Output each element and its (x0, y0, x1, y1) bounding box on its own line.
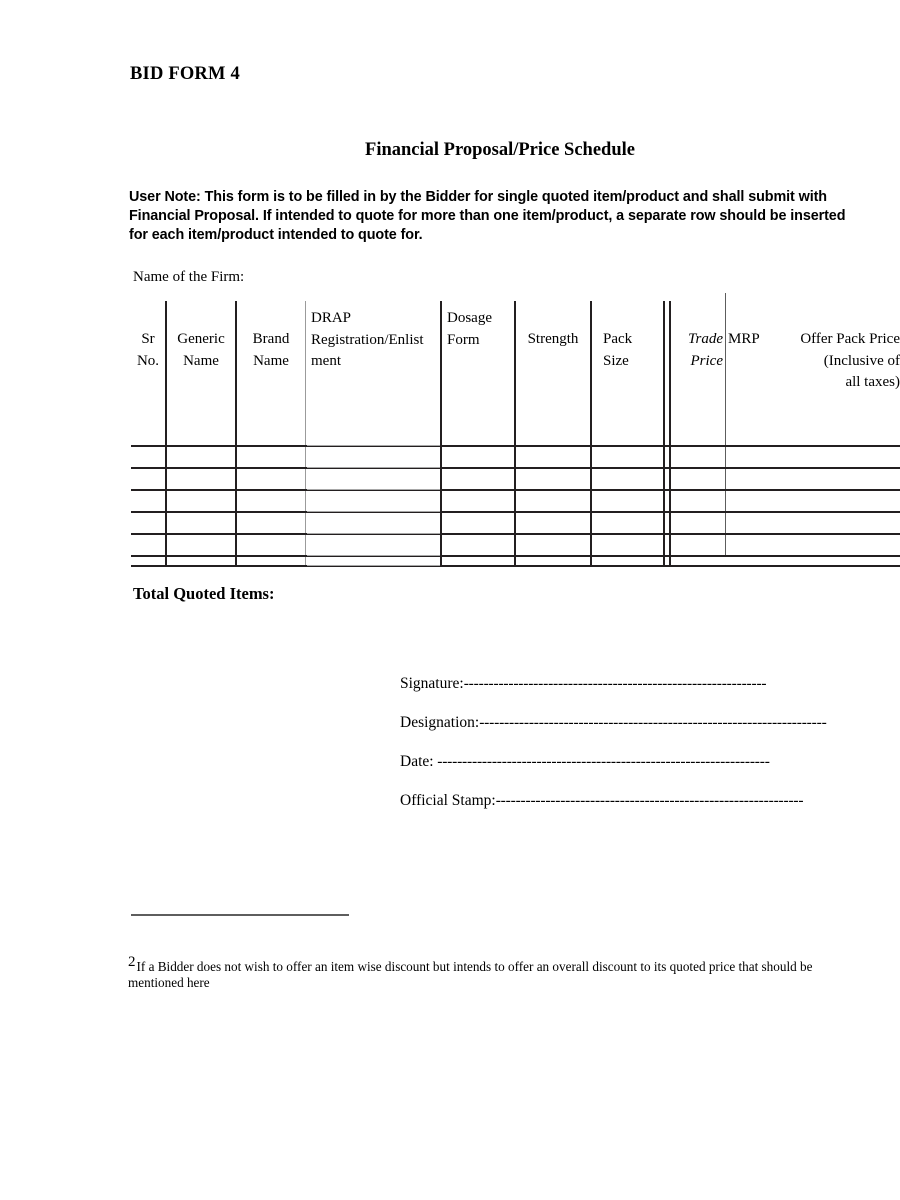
table-header-generic-name-line2: Name (183, 352, 219, 369)
signature-block (400, 675, 880, 831)
designation-fill-line[interactable]: ---------------------------------------------------------------------- (479, 714, 827, 731)
designation-row (400, 714, 880, 753)
table-col-divider-3 (305, 301, 306, 565)
table-header-dosage-form-line2: Form (447, 331, 480, 348)
table-header-drap (311, 308, 443, 373)
table-header-offer-price-line2: (Inclusive of (823, 352, 900, 369)
table-header-drap-line3: ment (311, 353, 341, 369)
date-label: Date: (400, 753, 434, 770)
table-header-generic-name-line1: Generic (177, 331, 225, 347)
table-row-rule-5 (131, 555, 900, 557)
table-row-rule-5-light (307, 555, 440, 556)
table-header-sr-no (131, 329, 165, 372)
table-header-dosage-form (447, 308, 517, 351)
footnote (128, 955, 828, 990)
table-header-sr-no-line2: No. (136, 352, 160, 369)
table-row-rule-3-light (307, 511, 440, 512)
table-col-divider-6 (590, 301, 592, 565)
table-header-mrp-label: MRP (728, 331, 760, 347)
user-note: User Note: This form is to be filled in by the Bidder for single quoted item/product and shall submit with Financial Proposal. If intended to quote for more than one item/product, a separate row should be inserted for each item/product intended to quote for. (129, 189, 846, 243)
table-header-brand-name (237, 329, 305, 372)
table-header-bottom-rule-light (307, 445, 440, 446)
signature-row (400, 675, 880, 714)
table-header-dosage-form-line1: Dosage (447, 310, 492, 326)
table-row-rule-1 (131, 467, 900, 469)
table-header-pack-size-line2: Size (603, 352, 629, 369)
official-stamp-row (400, 792, 880, 831)
footnote-separator-rule (131, 914, 349, 916)
table-bottom-rule-light (307, 565, 440, 566)
official-stamp-label: Official Stamp: (400, 792, 496, 809)
designation-label: Designation: (400, 714, 480, 731)
table-header-strength-label: Strength (527, 331, 579, 347)
table-row-rule-4-light (307, 533, 440, 534)
table-header-pack-size-line1: Pack (603, 331, 633, 347)
table-header-brand-name-line2: Name (253, 352, 289, 369)
footnote-marker: 2 (128, 954, 136, 970)
table-header-pack-size (603, 329, 665, 372)
official-stamp-fill-line[interactable]: -------------------------------------------------------------- (495, 792, 804, 809)
table-header-offer-pack-price (770, 329, 900, 394)
footnote-text: If a Bidder does not wish to offer an item wise discount but intends to offer an overall discount to its quoted price that should be mentioned here (128, 959, 813, 990)
table-row-rule-2-light (307, 489, 440, 490)
table-header-brand-name-line1: Brand (252, 331, 290, 347)
table-header-mrp (728, 329, 770, 351)
table-header-sr-no-line1: Sr (141, 331, 155, 347)
table-header-trade-price (671, 329, 723, 372)
table-header-strength (516, 329, 590, 351)
page-title: Financial Proposal/Price Schedule (365, 140, 635, 160)
price-schedule-table (131, 293, 900, 566)
date-fill-line[interactable]: ------------------------------------------------------------------- (433, 753, 770, 770)
table-header-offer-price-line1: Offer Pack Price (800, 331, 900, 347)
table-header-trade-price-line2: Price (690, 352, 723, 369)
table-row-rule-1-light (307, 467, 440, 468)
signature-label: Signature: (400, 675, 464, 692)
total-quoted-items-label: Total Quoted Items: (133, 584, 275, 603)
table-header-drap-line1: DRAP (311, 310, 352, 326)
table-row-rule-4 (131, 533, 900, 535)
table-header-drap-line2: Registration/Enlist (311, 331, 424, 348)
signature-fill-line[interactable]: ------------------------------------------------------------- (463, 675, 767, 692)
bid-form-label: BID FORM 4 (130, 64, 240, 84)
table-header-trade-price-line1: Trade (687, 331, 723, 347)
table-header-offer-price-line3: all taxes) (845, 374, 900, 390)
date-row (400, 753, 880, 792)
table-bottom-rule (131, 565, 900, 567)
firm-name-label: Name of the Firm: (133, 269, 245, 285)
table-row-rule-3 (131, 511, 900, 513)
table-header-generic-name (167, 329, 235, 372)
table-col-divider-trade-mrp (725, 293, 726, 555)
table-header-bottom-rule (131, 445, 900, 447)
table-row-rule-2 (131, 489, 900, 491)
